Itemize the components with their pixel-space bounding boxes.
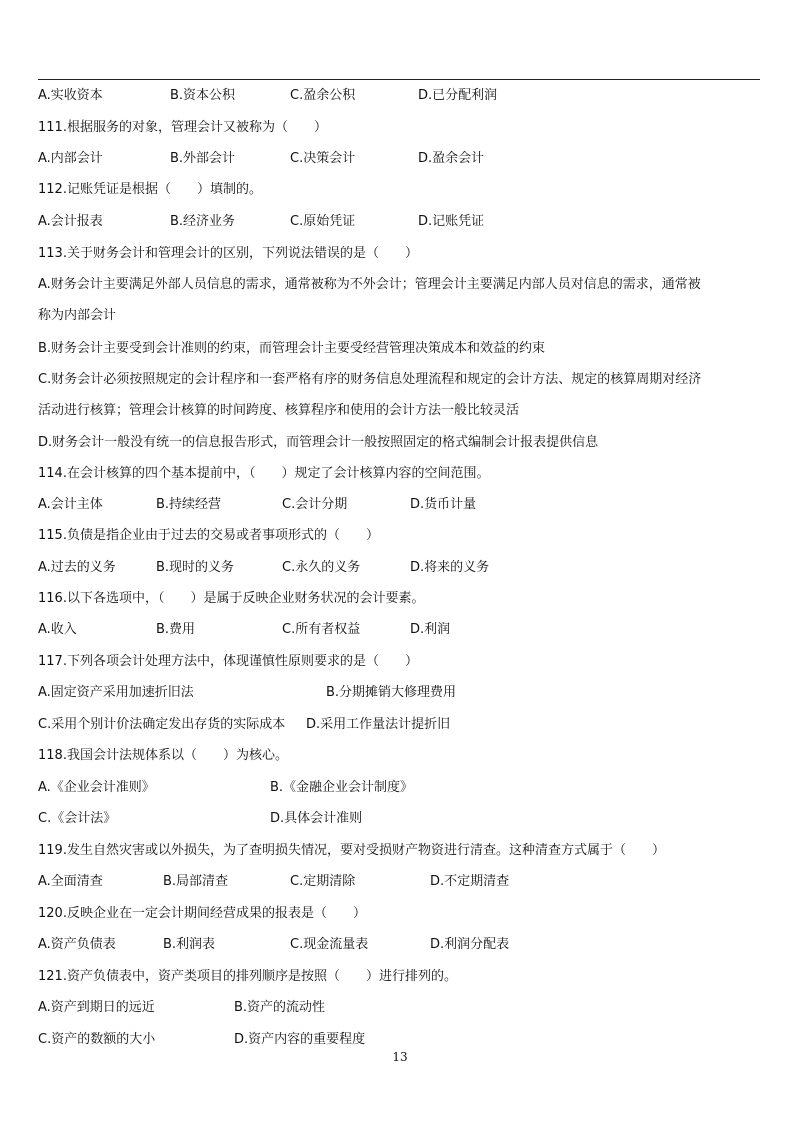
option-118-c: C.《会计法》 (38, 811, 117, 826)
option-119-a: A.全面清查 (38, 874, 103, 889)
option-113-c-cont: 活动进行核算；管理会计核算的时间跨度、核算程序和使用的会计方法一般比较灵活 (38, 403, 520, 418)
option-117-b: B.分期摊销大修理费用 (326, 685, 457, 700)
page-number: 13 (392, 1050, 408, 1064)
option-113-c: C.财务会计必须按照规定的会计程序和一套严格有序的财务信息处理流程和规定的会计方法、规定的核算周期对经济 (38, 372, 702, 387)
question-117: 117.下列各项会计处理方法中，体现谨慎性原则要求的是（ ） (38, 654, 418, 669)
option-121-b: B.资产的流动性 (234, 1000, 326, 1015)
option-112-c: C.原始凭证 (290, 214, 356, 229)
option-113-a: A.财务会计主要满足外部人员信息的需求，通常被称为不外会计；管理会计主要满足内部人员对信息的需求，通常被 (38, 277, 701, 292)
option-113-a-cont: 称为内部会计 (38, 308, 117, 323)
header-rule (38, 79, 760, 80)
option-114-b: B.持续经营 (156, 497, 222, 512)
option-111-d: D.盈余会计 (418, 151, 485, 166)
question-120: 120.反映企业在一定会计期间经营成果的报表是（ ） (38, 906, 366, 921)
question-115: 115.负债是指企业由于过去的交易或者事项形式的（ ） (38, 528, 379, 543)
question-112: 112.记账凭证是根据（ ）填制的。 (38, 182, 262, 197)
option-112-b: B.经济业务 (170, 214, 236, 229)
option-119-d: D.不定期清查 (430, 874, 510, 889)
option-111-c: C.决策会计 (290, 151, 356, 166)
option-118-d: D.具体会计准则 (270, 811, 363, 826)
question-119: 119.发生自然灾害或以外损失，为了查明损失情况，要对受损财产物资进行清查。这种清查方式属于（ ） (38, 843, 665, 858)
option-117-c: C.采用个别计价法确定发出存货的实际成本 (38, 717, 286, 732)
question-118: 118.我国会计法规体系以（ ）为核心。 (38, 748, 288, 763)
option-121-c: C.资产的数额的大小 (38, 1032, 156, 1047)
option-114-a: A.会计主体 (38, 497, 103, 512)
question-114: 114.在会计核算的四个基本提前中，（ ）规定了会计核算内容的空间范围。 (38, 466, 490, 481)
option-118-b: B.《金融企业会计制度》 (270, 780, 414, 795)
option-112-a: A.会计报表 (38, 214, 103, 229)
option-118-a: A.《企业会计准则》 (38, 780, 155, 795)
option-113-b: B.财务会计主要受到会计准则的约束，而管理会计主要受经营管理决策成本和效益的约束 (38, 341, 546, 356)
option-116-a: A.收入 (38, 622, 77, 637)
option-111-b: B.外部会计 (170, 151, 236, 166)
option-121-d: D.资产内容的重要程度 (234, 1032, 366, 1047)
option-112-d: D.记账凭证 (418, 214, 485, 229)
question-121: 121.资产负债表中，资产类项目的排列顺序是按照（ ）进行排列的。 (38, 969, 457, 984)
option-119-b: B.局部清查 (163, 874, 229, 889)
option-120-a: A.资产负债表 (38, 937, 116, 952)
option-115-c: C.永久的义务 (282, 560, 361, 575)
option-113-d: D.财务会计一般没有统一的信息报告形式，而管理会计一般按照固定的格式编制会计报表提供信息 (38, 435, 599, 450)
option-116-c: C.所有者权益 (282, 622, 361, 637)
option-117-a: A.固定资产采用加速折旧法 (38, 685, 194, 700)
option-110-b: B.资本公积 (170, 88, 236, 103)
option-121-a: A.资产到期日的远近 (38, 1000, 155, 1015)
option-120-b: B.利润表 (163, 937, 216, 952)
option-114-c: C.会计分期 (282, 497, 348, 512)
option-115-b: B.现时的义务 (156, 560, 235, 575)
option-114-d: D.货币计量 (410, 497, 477, 512)
option-111-a: A.内部会计 (38, 151, 103, 166)
option-119-c: C.定期清除 (290, 874, 356, 889)
option-110-d: D.已分配利润 (418, 88, 498, 103)
option-115-a: A.过去的义务 (38, 560, 116, 575)
option-120-c: C.现金流量表 (290, 937, 369, 952)
option-117-d: D.采用工作量法计提折旧 (306, 717, 451, 732)
option-116-d: D.利润 (410, 622, 451, 637)
option-120-d: D.利润分配表 (430, 937, 510, 952)
question-116: 116.以下各选项中，（ ）是属于反映企业财务状况的会计要素。 (38, 591, 425, 606)
option-115-d: D.将来的义务 (410, 560, 490, 575)
question-111: 111.根据服务的对象，管理会计又被称为（ ） (38, 120, 327, 135)
option-116-b: B.费用 (156, 622, 196, 637)
question-113: 113.关于财务会计和管理会计的区别，下列说法错误的是（ ） (38, 246, 418, 261)
option-110-a: A.实收资本 (38, 88, 103, 103)
option-110-c: C.盈余公积 (290, 88, 356, 103)
